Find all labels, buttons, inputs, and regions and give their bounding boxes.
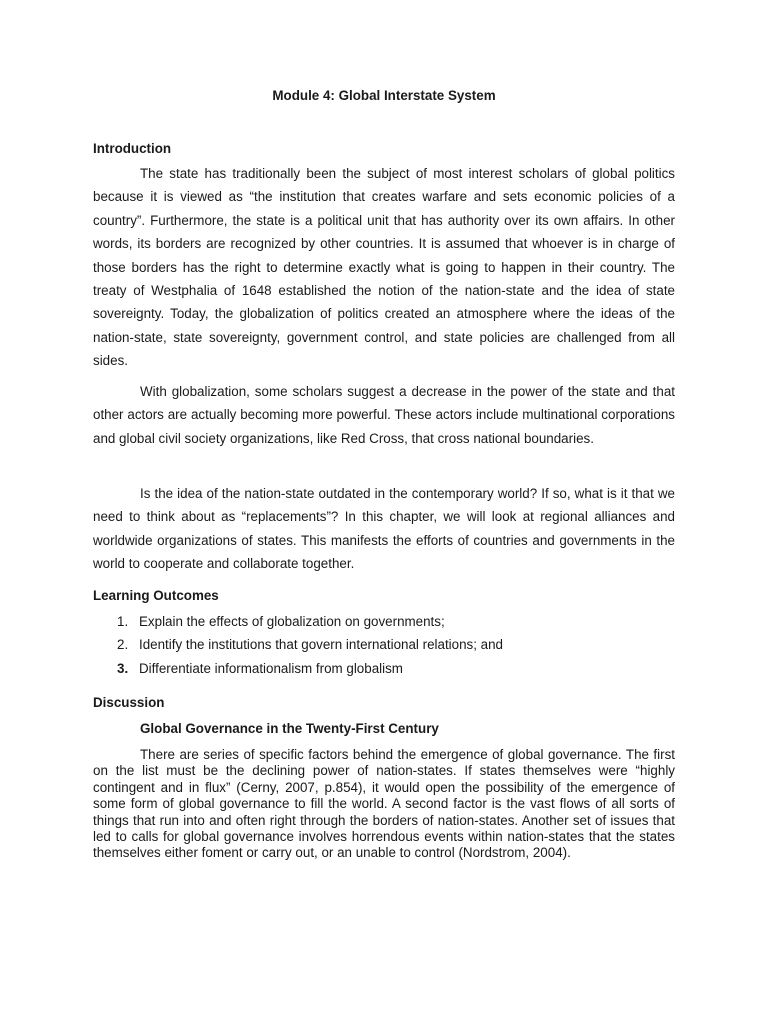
list-item-number: 3.	[117, 660, 129, 676]
list-item-text: Differentiate informationalism from globalism	[139, 660, 403, 676]
discussion-subheading: Global Governance in the Twenty-First Century	[140, 721, 439, 736]
introduction-heading: Introduction	[93, 141, 172, 156]
learning-outcomes-heading: Learning Outcomes	[93, 588, 219, 603]
list-item-number: 2.	[117, 637, 129, 653]
introduction-paragraph-3: Is the idea of the nation-state outdated in the contemporary world? If so, what is it that we need to think about as “replacements”? In this chapter, we will look at regional alliances and worldwide organizations of states. This manifests the efforts of countries and governments in the world to cooperate and collaborate together.	[93, 486, 675, 572]
list-item	[93, 610, 503, 633]
discussion-paragraph: There are series of specific factors behind the emergence of global governance. The first on the list must be the declining power of nation-states. If states themselves were “highly contingent and in flux” (Cerny, 2007, p.854), it would open the possibility of the emergence of some form of global governance to fill the world. A second factor is the vast flows of all sorts of things that run into and often right through the borders of nation-states. Another set of issues that led to calls for global governance involves horrendous events within nation-states that the states themselves either foment or carry out, or an unable to control (Nordstrom, 2004).	[93, 747, 675, 861]
page-title: Module 4: Global Interstate System	[272, 88, 496, 103]
discussion-heading: Discussion	[93, 695, 165, 710]
learning-outcomes-list	[93, 610, 503, 680]
list-item-number: 1.	[117, 614, 129, 629]
list-item	[93, 657, 503, 680]
list-item-text: Identify the institutions that govern international relations; and	[139, 637, 504, 653]
introduction-paragraph-2: With globalization, some scholars suggest a decrease in the power of the state and that other actors are actually becoming more powerful. These actors include multinational corporations and global civil society organizations, like Red Cross, that cross national boundaries.	[93, 384, 675, 446]
list-item-text: Explain the effects of globalization on governments;	[139, 614, 445, 629]
list-item	[93, 633, 503, 656]
introduction-paragraph-1: The state has traditionally been the subject of most interest scholars of global politics because it is viewed as “the institution that creates warfare and sets economic policies of a country”. Furthermore, the state is a political unit that has authority over its own affairs. In other words, its borders are recognized by other countries. It is assumed that whoever is in charge of those borders has the right to determine exactly what is going to happen in their country. The treaty of Westphalia of 1648 established the notion of the nation-state and the idea of state sovereignty. Today, the globalization of politics created an atmosphere where the ideas of the nation-state, state sovereignty, government control, and state policies are challenged from all sides.	[93, 166, 675, 369]
